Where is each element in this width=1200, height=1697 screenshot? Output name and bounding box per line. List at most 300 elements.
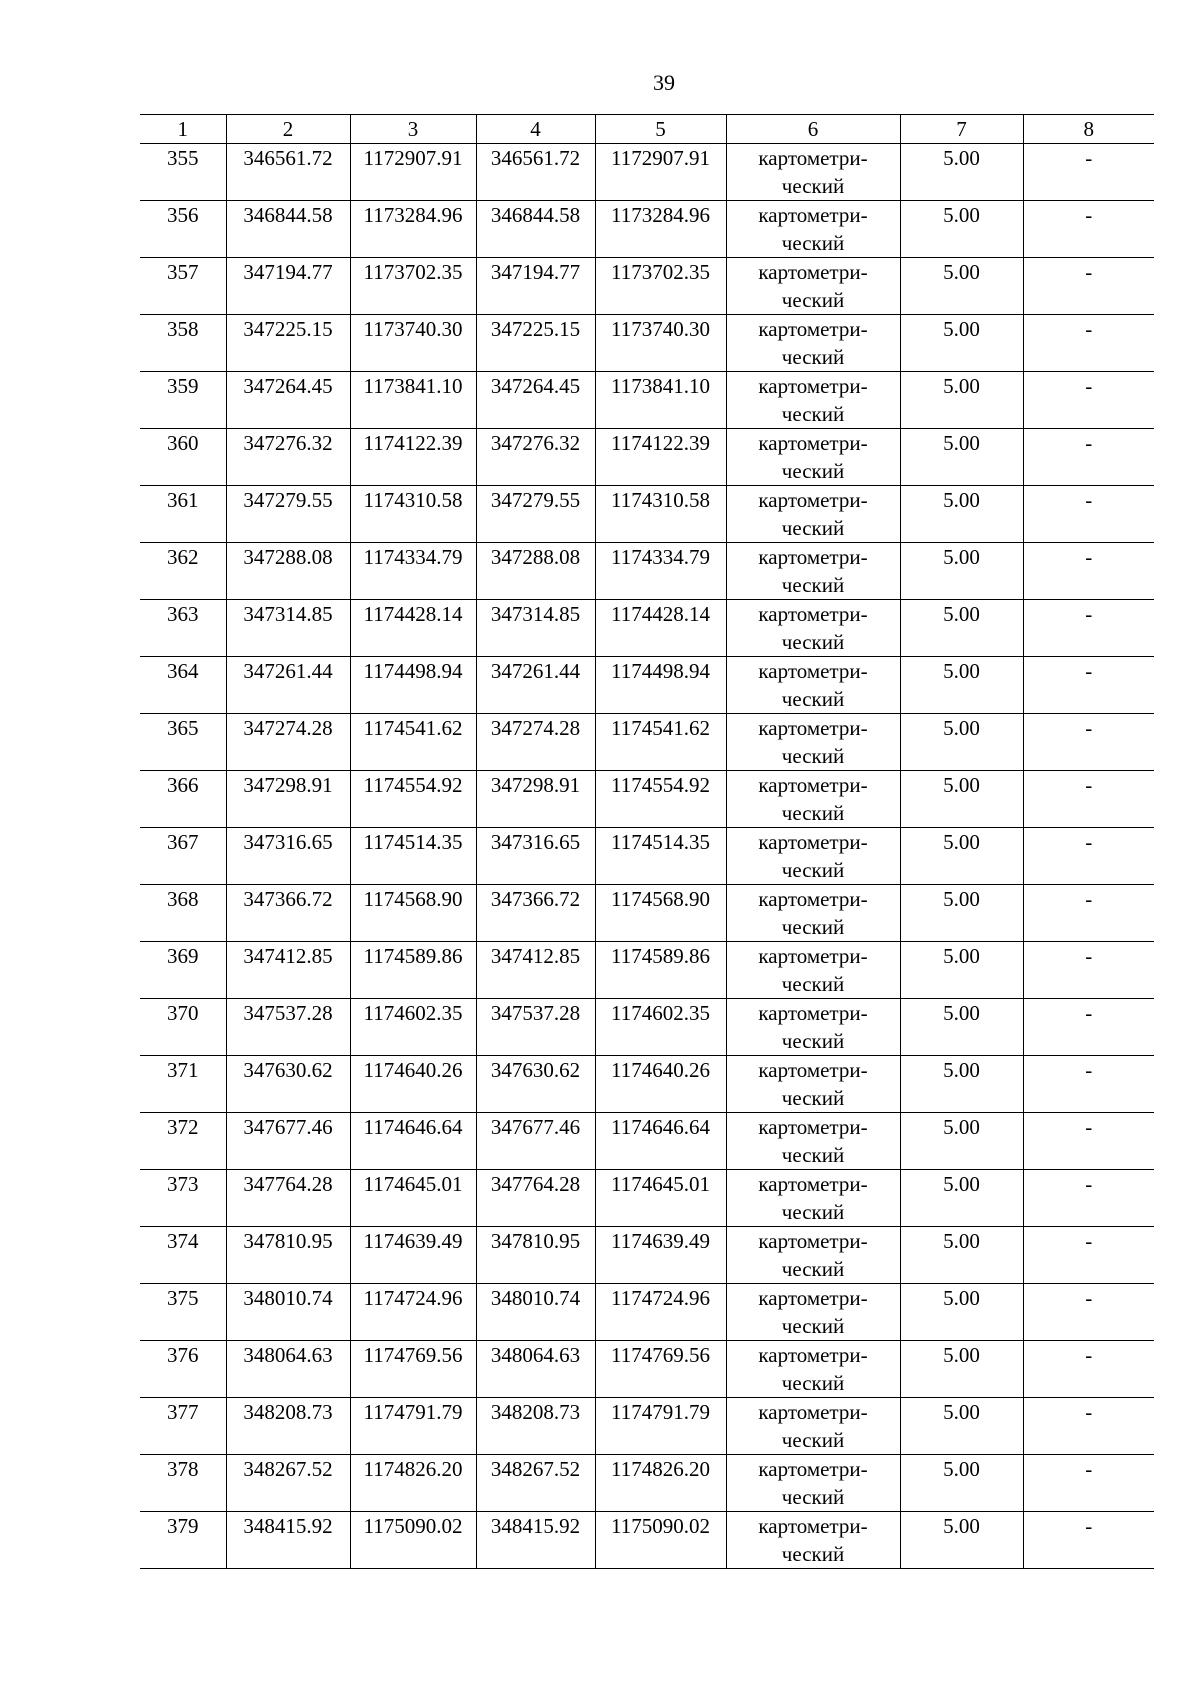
cell-value: 347677.46 (490, 1115, 581, 1139)
method-text-line1: картометри- (758, 374, 868, 398)
cell-value: 347810.95 (490, 1229, 581, 1253)
method-text-line1: картометри- (758, 773, 868, 797)
cell-value: 347314.85 (490, 602, 581, 626)
cell-value: 1174428.14 (363, 602, 463, 626)
method-text-line2: ческий (781, 630, 845, 654)
method-text-line1: картометри- (758, 1001, 868, 1025)
y-old-cell (350, 771, 476, 828)
table-row (140, 372, 1154, 429)
cell-value: 347225.15 (490, 317, 581, 341)
cell-value: 373 (167, 1172, 199, 1196)
x-old-cell (226, 999, 350, 1056)
cell-value: 347276.32 (490, 431, 581, 455)
cell-value: - (1085, 203, 1093, 227)
method-cell (726, 771, 900, 828)
point-number-cell (140, 486, 226, 543)
x-old-cell (226, 1455, 350, 1512)
x-new-cell (476, 486, 595, 543)
cell-value: - (1085, 545, 1093, 569)
method-text-line2: ческий (781, 915, 845, 939)
method-text-line1: картометри- (758, 1457, 868, 1481)
y-new-cell (595, 1170, 726, 1227)
cell-value: 1172907.91 (611, 146, 710, 170)
cell-value: 1174514.35 (363, 830, 463, 854)
cell-value: 1173702.35 (611, 260, 710, 284)
cell-value: 379 (167, 1514, 199, 1538)
cell-value: 359 (167, 374, 199, 398)
cell-value: - (1085, 1400, 1093, 1424)
cell-value: 363 (167, 602, 199, 626)
cell-value: 1174541.62 (363, 716, 463, 740)
point-number-cell (140, 942, 226, 999)
y-old-cell (350, 714, 476, 771)
cell-value: 362 (167, 545, 199, 569)
y-old-cell (350, 1056, 476, 1113)
x-old-cell (226, 657, 350, 714)
method-text-line2: ческий (781, 573, 845, 597)
x-new-cell (476, 1341, 595, 1398)
cell-value: 347261.44 (490, 659, 581, 683)
cell-value: - (1085, 1343, 1093, 1367)
table-row (140, 942, 1154, 999)
cell-value: 5.00 (943, 146, 980, 170)
point-number-cell (140, 885, 226, 942)
method-text-line1: картометри- (758, 260, 868, 284)
x-old-cell (226, 372, 350, 429)
column-header: 5 (595, 115, 726, 144)
table-row (140, 600, 1154, 657)
table-row (140, 315, 1154, 372)
y-old-cell (350, 429, 476, 486)
x-new-cell (476, 1113, 595, 1170)
cell-value: 1173841.10 (363, 374, 463, 398)
accuracy-cell (900, 1341, 1023, 1398)
cell-value: 5.00 (943, 1115, 980, 1139)
method-cell (726, 258, 900, 315)
cell-value: 5.00 (943, 944, 980, 968)
method-cell (726, 543, 900, 600)
accuracy-cell (900, 1512, 1023, 1569)
cell-value: 5.00 (943, 260, 980, 284)
method-text-line2: ческий (781, 1485, 845, 1509)
cell-value: 356 (167, 203, 199, 227)
cell-value: 347279.55 (490, 488, 581, 512)
cell-value: - (1085, 887, 1093, 911)
method-text-line2: ческий (781, 1200, 845, 1224)
table-row (140, 885, 1154, 942)
method-text-line2: ческий (781, 288, 845, 312)
column-header: 3 (350, 115, 476, 144)
method-text-line1: картометри- (758, 1286, 868, 1310)
x-new-cell (476, 828, 595, 885)
cell-value: 361 (167, 488, 199, 512)
cell-value: 1174640.26 (363, 1058, 463, 1082)
cell-value: - (1085, 260, 1093, 284)
cell-value: 348010.74 (243, 1286, 333, 1310)
method-cell (726, 486, 900, 543)
cell-value: 1174646.64 (363, 1115, 463, 1139)
method-text-line2: ческий (781, 801, 845, 825)
y-new-cell (595, 657, 726, 714)
method-cell (726, 144, 900, 201)
cell-value: 5.00 (943, 431, 980, 455)
table-row (140, 1170, 1154, 1227)
cell-value: 1174639.49 (363, 1229, 463, 1253)
cell-value: 1174724.96 (363, 1286, 463, 1310)
method-cell (726, 315, 900, 372)
method-text-line2: ческий (781, 744, 845, 768)
cell-value: 5.00 (943, 1058, 980, 1082)
point-number-cell (140, 1512, 226, 1569)
cell-value: 347810.95 (243, 1229, 333, 1253)
cell-value: 348208.73 (490, 1400, 581, 1424)
y-old-cell (350, 486, 476, 543)
cell-value: 1174498.94 (611, 659, 710, 683)
cell-value: 347412.85 (243, 944, 333, 968)
cell-value: 1174645.01 (363, 1172, 463, 1196)
cell-value: 1174645.01 (611, 1172, 710, 1196)
cell-value: 5.00 (943, 716, 980, 740)
point-number-cell (140, 1284, 226, 1341)
cell-value: 1174769.56 (363, 1343, 463, 1367)
cell-value: 1174589.86 (611, 944, 710, 968)
accuracy-cell (900, 1056, 1023, 1113)
y-new-cell (595, 429, 726, 486)
note-cell (1023, 885, 1154, 942)
x-old-cell (226, 1113, 350, 1170)
cell-value: 348064.63 (243, 1343, 333, 1367)
accuracy-cell (900, 828, 1023, 885)
y-new-cell (595, 543, 726, 600)
method-text-line1: картометри- (758, 1058, 868, 1082)
cell-value: 347412.85 (490, 944, 581, 968)
cell-value: 347288.08 (243, 545, 333, 569)
cell-value: 347537.28 (490, 1001, 581, 1025)
x-old-cell (226, 201, 350, 258)
method-text-line1: картометри- (758, 659, 868, 683)
y-new-cell (595, 1227, 726, 1284)
note-cell (1023, 942, 1154, 999)
note-cell (1023, 543, 1154, 600)
method-text-line1: картометри- (758, 488, 868, 512)
cell-value: 1174640.26 (611, 1058, 710, 1082)
accuracy-cell (900, 315, 1023, 372)
table-row (140, 429, 1154, 486)
method-cell (726, 714, 900, 771)
cell-value: 369 (167, 944, 199, 968)
cell-value: 347537.28 (243, 1001, 333, 1025)
x-new-cell (476, 1398, 595, 1455)
method-text-line1: картометри- (758, 317, 868, 341)
cell-value: 1174498.94 (363, 659, 463, 683)
y-new-cell (595, 1398, 726, 1455)
x-new-cell (476, 201, 595, 258)
cell-value: 347764.28 (243, 1172, 333, 1196)
cell-value: 1174310.58 (363, 488, 463, 512)
x-new-cell (476, 1227, 595, 1284)
method-text-line1: картометри- (758, 1172, 868, 1196)
cell-value: 1173841.10 (611, 374, 710, 398)
cell-value: 347298.91 (490, 773, 581, 797)
cell-value: 1175090.02 (611, 1514, 710, 1538)
cell-value: 1174826.20 (611, 1457, 710, 1481)
table-row (140, 1398, 1154, 1455)
y-new-cell (595, 828, 726, 885)
cell-value: 1174122.39 (611, 431, 710, 455)
y-new-cell (595, 714, 726, 771)
cell-value: 1174602.35 (611, 1001, 710, 1025)
method-text-line2: ческий (781, 1371, 845, 1395)
method-cell (726, 201, 900, 258)
point-number-cell (140, 144, 226, 201)
y-old-cell (350, 885, 476, 942)
table-row (140, 999, 1154, 1056)
x-old-cell (226, 1341, 350, 1398)
method-text-line2: ческий (781, 1086, 845, 1110)
cell-value: - (1085, 716, 1093, 740)
note-cell (1023, 258, 1154, 315)
cell-value: 5.00 (943, 317, 980, 341)
cell-value: 347630.62 (243, 1058, 333, 1082)
cell-value: 1173702.35 (363, 260, 463, 284)
y-new-cell (595, 771, 726, 828)
cell-value: 364 (167, 659, 199, 683)
point-number-cell (140, 1056, 226, 1113)
cell-value: 367 (167, 830, 199, 854)
method-text-line1: картометри- (758, 431, 868, 455)
method-text-line2: ческий (781, 345, 845, 369)
cell-value: 5.00 (943, 1001, 980, 1025)
accuracy-cell (900, 1284, 1023, 1341)
point-number-cell (140, 543, 226, 600)
x-new-cell (476, 885, 595, 942)
y-old-cell (350, 1455, 476, 1512)
method-text-line2: ческий (781, 687, 845, 711)
cell-value: 347261.44 (243, 659, 333, 683)
x-old-cell (226, 1227, 350, 1284)
cell-value: - (1085, 1286, 1093, 1310)
table-row (140, 144, 1154, 201)
y-old-cell (350, 1512, 476, 1569)
table-row (140, 1341, 1154, 1398)
table-row (140, 1512, 1154, 1569)
note-cell (1023, 1227, 1154, 1284)
note-cell (1023, 486, 1154, 543)
cell-value: 348208.73 (243, 1400, 333, 1424)
cell-value: 5.00 (943, 203, 980, 227)
y-new-cell (595, 315, 726, 372)
cell-value: 1174310.58 (611, 488, 710, 512)
method-cell (726, 1455, 900, 1512)
cell-value: 346561.72 (243, 146, 333, 170)
y-new-cell (595, 1113, 726, 1170)
cell-value: 5.00 (943, 1457, 980, 1481)
method-text-line1: картометри- (758, 545, 868, 569)
cell-value: 358 (167, 317, 199, 341)
method-text-line2: ческий (781, 1257, 845, 1281)
x-new-cell (476, 1284, 595, 1341)
note-cell (1023, 828, 1154, 885)
point-number-cell (140, 1170, 226, 1227)
x-new-cell (476, 315, 595, 372)
cell-value: 1174826.20 (363, 1457, 463, 1481)
cell-value: - (1085, 773, 1093, 797)
point-number-cell (140, 258, 226, 315)
method-text-line1: картометри- (758, 1343, 868, 1367)
table-row (140, 543, 1154, 600)
y-old-cell (350, 657, 476, 714)
x-new-cell (476, 942, 595, 999)
x-new-cell (476, 258, 595, 315)
method-text-line2: ческий (781, 174, 845, 198)
accuracy-cell (900, 1170, 1023, 1227)
cell-value: 371 (167, 1058, 199, 1082)
method-cell (726, 1227, 900, 1284)
column-header: 1 (140, 115, 226, 144)
cell-value: 366 (167, 773, 199, 797)
note-cell (1023, 372, 1154, 429)
cell-value: - (1085, 1115, 1093, 1139)
note-cell (1023, 1455, 1154, 1512)
x-new-cell (476, 1056, 595, 1113)
cell-value: 1173740.30 (611, 317, 710, 341)
x-old-cell (226, 258, 350, 315)
y-old-cell (350, 201, 476, 258)
table-row (140, 201, 1154, 258)
cell-value: 347279.55 (243, 488, 333, 512)
cell-value: 347225.15 (243, 317, 333, 341)
cell-value: 5.00 (943, 830, 980, 854)
cell-value: - (1085, 602, 1093, 626)
cell-value: 1174769.56 (611, 1343, 710, 1367)
cell-value: 1173284.96 (611, 203, 710, 227)
cell-value: 346561.72 (490, 146, 581, 170)
method-text-line1: картометри- (758, 146, 868, 170)
x-new-cell (476, 657, 595, 714)
table-row (140, 258, 1154, 315)
method-cell (726, 1284, 900, 1341)
cell-value: 1173740.30 (363, 317, 463, 341)
method-text-line2: ческий (781, 516, 845, 540)
x-old-cell (226, 942, 350, 999)
y-new-cell (595, 942, 726, 999)
cell-value: 347366.72 (243, 887, 333, 911)
point-number-cell (140, 1455, 226, 1512)
accuracy-cell (900, 942, 1023, 999)
cell-value: 347630.62 (490, 1058, 581, 1082)
method-text-line1: картометри- (758, 1514, 868, 1538)
x-old-cell (226, 1056, 350, 1113)
method-cell (726, 1512, 900, 1569)
y-new-cell (595, 201, 726, 258)
y-new-cell (595, 486, 726, 543)
note-cell (1023, 144, 1154, 201)
method-cell (726, 942, 900, 999)
cell-value: 378 (167, 1457, 199, 1481)
y-new-cell (595, 1455, 726, 1512)
accuracy-cell (900, 657, 1023, 714)
cell-value: 347194.77 (490, 260, 581, 284)
cell-value: 5.00 (943, 1286, 980, 1310)
method-cell (726, 885, 900, 942)
column-header: 6 (726, 115, 900, 144)
x-old-cell (226, 486, 350, 543)
y-old-cell (350, 315, 476, 372)
x-new-cell (476, 372, 595, 429)
note-cell (1023, 1341, 1154, 1398)
cell-value: - (1085, 1001, 1093, 1025)
method-text-line2: ческий (781, 858, 845, 882)
cell-value: 348415.92 (243, 1514, 333, 1538)
method-text-line1: картометри- (758, 1115, 868, 1139)
x-new-cell (476, 1455, 595, 1512)
point-number-cell (140, 1341, 226, 1398)
point-number-cell (140, 828, 226, 885)
method-text-line2: ческий (781, 1029, 845, 1053)
cell-value: 1174791.79 (363, 1400, 463, 1424)
column-header: 4 (476, 115, 595, 144)
method-cell (726, 1398, 900, 1455)
y-new-cell (595, 372, 726, 429)
accuracy-cell (900, 429, 1023, 486)
cell-value: 1174602.35 (363, 1001, 463, 1025)
accuracy-cell (900, 1455, 1023, 1512)
method-cell (726, 828, 900, 885)
page-number: 39 (653, 70, 675, 95)
cell-value: - (1085, 944, 1093, 968)
cell-value: 1174646.64 (611, 1115, 710, 1139)
accuracy-cell (900, 144, 1023, 201)
method-text-line1: картометри- (758, 1400, 868, 1424)
cell-value: 1174568.90 (611, 887, 710, 911)
cell-value: 5.00 (943, 1514, 980, 1538)
note-cell (1023, 1512, 1154, 1569)
method-text-line2: ческий (781, 1314, 845, 1338)
point-number-cell (140, 201, 226, 258)
y-old-cell (350, 543, 476, 600)
y-new-cell (595, 885, 726, 942)
cell-value: 347276.32 (243, 431, 333, 455)
cell-value: 360 (167, 431, 199, 455)
cell-value: 348267.52 (243, 1457, 333, 1481)
method-text-line1: картометри- (758, 602, 868, 626)
cell-value: 365 (167, 716, 199, 740)
note-cell (1023, 429, 1154, 486)
cell-value: 347274.28 (490, 716, 581, 740)
accuracy-cell (900, 1398, 1023, 1455)
point-number-cell (140, 429, 226, 486)
y-new-cell (595, 144, 726, 201)
point-number-cell (140, 1227, 226, 1284)
cell-value: - (1085, 317, 1093, 341)
method-text-line2: ческий (781, 1143, 845, 1167)
point-number-cell (140, 657, 226, 714)
cell-value: 346844.58 (490, 203, 581, 227)
x-old-cell (226, 600, 350, 657)
x-new-cell (476, 429, 595, 486)
y-new-cell (595, 258, 726, 315)
cell-value: 376 (167, 1343, 199, 1367)
cell-value: - (1085, 1514, 1093, 1538)
cell-value: 348064.63 (490, 1343, 581, 1367)
cell-value: 346844.58 (243, 203, 333, 227)
cell-value: 1174541.62 (611, 716, 710, 740)
method-cell (726, 1113, 900, 1170)
method-text-line2: ческий (781, 231, 845, 255)
note-cell (1023, 1284, 1154, 1341)
y-old-cell (350, 144, 476, 201)
method-cell (726, 1056, 900, 1113)
